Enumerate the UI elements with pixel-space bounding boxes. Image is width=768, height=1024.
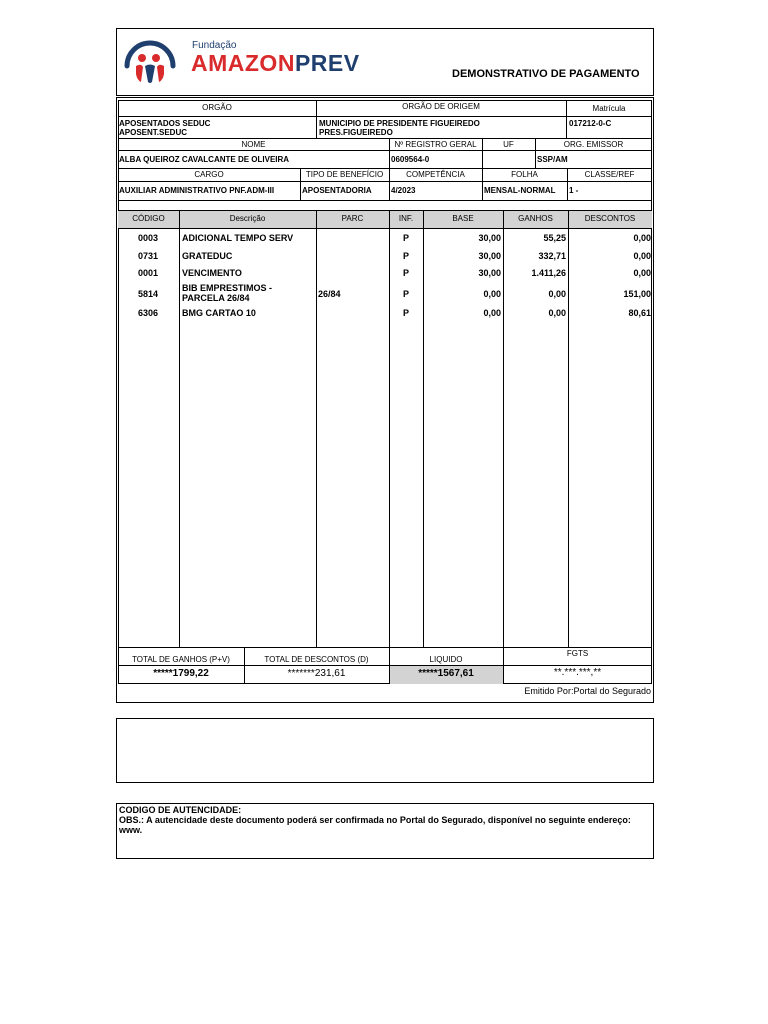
cell-inf: P [402,233,409,243]
col-ganhos: GANHOS [518,214,553,223]
col-descricao: Descrição [229,214,266,223]
label-orgao-origem: ORGÃO DE ORIGEM [402,102,480,111]
authenticity-code-label: CODIGO DE AUTENCIDADE: [119,805,242,815]
label-competencia: COMPETÊNCIA [406,170,465,179]
cell-descricao: BIB EMPRESTIMOS - [182,283,273,293]
value-registro: 0609564-0 [391,155,430,164]
cell-ganhos: 0,00 [548,308,566,318]
value-cargo: AUXILIAR ADMINISTRATIVO PNF.ADM-III [119,186,275,195]
value-origem-1: MUNICIPIO DE PRESIDENTE FIGUEIREDO [319,119,480,128]
cell-codigo: 0003 [138,233,159,243]
amazonprev-emblem-icon [123,36,177,88]
value-orgao-1: APOSENTADOS SEDUC [119,119,211,128]
cell-inf: P [402,308,409,318]
authenticity-www: www. [119,825,143,835]
cell-descontos: 0,00 [633,268,651,278]
cell-descricao: ADICIONAL TEMPO SERV [182,233,294,243]
cell-base: 30,00 [478,268,501,278]
value-matricula: 017212-0-C [569,119,612,128]
value-classe: 1 - [569,186,579,195]
label-emissor: ORG. EMISSOR [563,140,624,149]
amazonprev-logo [123,36,373,88]
value-tipo: APOSENTADORIA [302,186,372,195]
liquido-value: *****1567,61 [418,668,474,679]
cell-base: 30,00 [478,251,501,261]
cell-inf: P [402,268,409,278]
cell-descricao: BMG CARTAO 10 [182,308,256,318]
logo-brand [191,50,360,77]
cell-codigo: 5814 [138,289,159,299]
cell-ganhos: 0,00 [548,289,566,299]
cell-descricao: GRATEDUC [182,251,233,261]
value-orgao-2: APOSENT.SEDUC [119,128,188,137]
label-total-ganhos: TOTAL DE GANHOS (P+V) [132,655,230,664]
cell-base: 0,00 [483,289,501,299]
label-folha: FOLHA [511,170,538,179]
logo-small-text: Fundação [192,40,237,51]
total-ganhos-value: *****1799,22 [153,668,209,679]
label-fgts: FGTS [566,649,589,658]
label-matricula: Matrícula [592,104,626,113]
label-uf: UF [503,140,514,149]
cell-ganhos: 55,25 [543,233,566,243]
label-total-descontos: TOTAL DE DESCONTOS (D) [264,655,369,664]
col-codigo: CÓDIGO [132,214,165,223]
cell-parc: 26/84 [318,289,341,299]
cell-inf: P [402,251,409,261]
value-emissor: SSP/AM [537,155,568,164]
authenticity-obs: OBS.: A autencidade deste documento poderá ser confirmada no Portal do Segurado, disponível no seguinte endereço: [119,815,631,825]
label-liquido: LIQUIDO [429,655,463,664]
cell-descontos: 0,00 [633,233,651,243]
emitido-text: Emitido Por:Portal do Segurado [524,686,651,696]
col-inf: INF. [398,214,414,223]
value-competencia: 4/2023 [391,186,416,195]
label-classe: CLASSE/REF [584,170,635,179]
label-nome: NOME [241,140,266,149]
label-orgao: ORGÃO [202,103,232,112]
cell-descricao: VENCIMENTO [182,268,242,278]
label-registro: Nº REGISTRO GERAL [394,140,477,149]
cell-descontos: 151,00 [623,289,651,299]
col-descontos: DESCONTOS [584,214,636,223]
value-folha: MENSAL-NORMAL [484,186,556,195]
label-tipo: TIPO DE BENEFÍCIO [305,170,384,179]
cell-ganhos: 1.411,26 [531,268,566,278]
cell-codigo: 0001 [138,268,159,278]
logo-brand-prev: PREV [294,50,360,76]
fgts-value: **.***.***,** [553,667,602,678]
col-parc: PARC [341,214,364,223]
value-origem-2: PRES.FIGUEIREDO [319,128,393,137]
logo-brand-amazon: AMAZON [191,50,295,76]
cell-descricao-line2: PARCELA 26/84 [182,293,250,303]
cell-descontos: 0,00 [633,251,651,261]
total-descontos-value: *******231,61 [287,668,346,679]
cell-base: 30,00 [478,233,501,243]
cell-base: 0,00 [483,308,501,318]
cell-inf: P [402,289,409,299]
col-base: BASE [452,214,474,223]
cell-codigo: 6306 [138,308,159,318]
value-nome: ALBA QUEIROZ CAVALCANTE DE OLIVEIRA [119,155,290,164]
cell-ganhos: 332,71 [538,251,566,261]
cell-descontos: 80,61 [628,308,651,318]
cell-codigo: 0731 [138,251,159,261]
page-title: DEMONSTRATIVO DE PAGAMENTO [452,68,640,80]
label-cargo: CARGO [194,170,224,179]
blank-box [116,718,654,783]
